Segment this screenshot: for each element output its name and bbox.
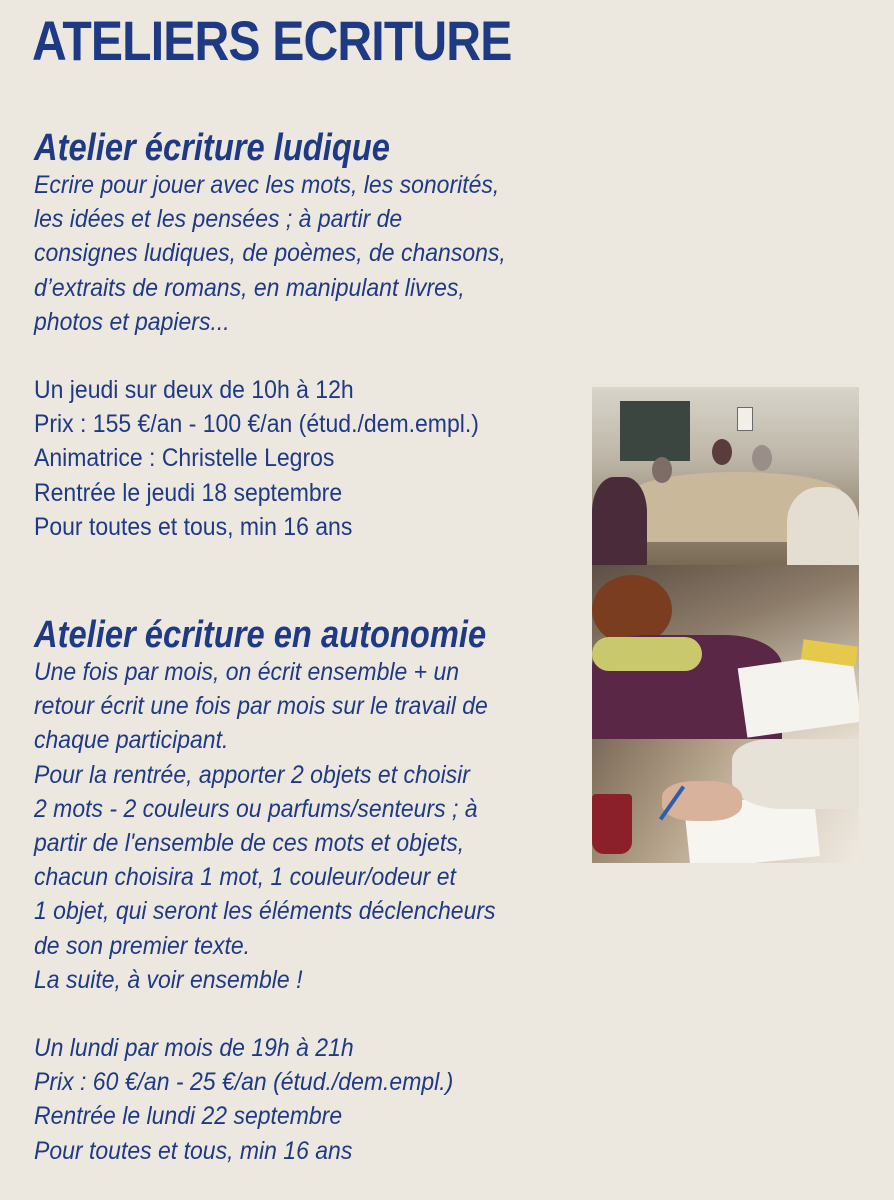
description-line: 1 objet, qui seront les éléments déclencheurs — [34, 897, 496, 926]
section-description — [34, 655, 549, 1168]
description-line: consignes ludiques, de poèmes, de chansons, — [34, 239, 506, 268]
person-shape — [652, 457, 672, 483]
description-line: Ecrire pour jouer avec les mots, les sonorités, — [34, 171, 500, 199]
section-description — [34, 168, 549, 544]
person-shape — [752, 445, 772, 471]
description-line: d’extraits de romans, en manipulant livres, — [34, 273, 465, 302]
section-heading: Atelier écriture en autonomie — [34, 614, 487, 656]
price-line: Prix : 155 €/an - 100 €/an (étud./dem.empl.) — [34, 410, 479, 439]
schedule-line: Un lundi par mois de 19h à 21h — [34, 1034, 354, 1063]
description-line: photos et papiers... — [34, 307, 230, 336]
spacer — [34, 339, 549, 373]
woman-writing-photo — [592, 565, 859, 739]
audience-line: Pour toutes et tous, min 16 ans — [34, 512, 353, 541]
page-title: ATELIERS ECRITURE — [32, 9, 512, 72]
start-date-line: Rentrée le jeudi 18 septembre — [34, 478, 343, 507]
start-date-line: Rentrée le lundi 22 septembre — [34, 1102, 343, 1131]
person-shape — [787, 487, 859, 565]
description-line: les idées et les pensées ; à partir de — [34, 205, 403, 234]
scarf-shape — [592, 637, 702, 671]
section-heading: Atelier écriture ludique — [34, 127, 390, 169]
schedule-line: Un jeudi sur deux de 10h à 12h — [34, 376, 354, 405]
description-line: de son premier texte. — [34, 931, 251, 960]
person-shape — [712, 439, 732, 465]
person-shape — [592, 477, 647, 565]
description-line: retour écrit une fois par mois sur le travail de — [34, 692, 488, 721]
host-line: Animatrice : Christelle Legros — [34, 444, 335, 473]
section-autonomie — [34, 615, 594, 1168]
description-line: Une fois par mois, on écrit ensemble + un — [34, 658, 460, 686]
audience-line: Pour toutes et tous, min 16 ans — [34, 1136, 353, 1165]
photo-collage — [592, 387, 859, 863]
price-line: Prix : 60 €/an - 25 €/an (étud./dem.empl.) — [34, 1068, 454, 1097]
description-line: Pour la rentrée, apporter 2 objets et choisir — [34, 760, 470, 789]
section-ludique — [34, 128, 594, 544]
description-line: partir de l'ensemble de ces mots et objets, — [34, 829, 465, 858]
description-line: La suite, à voir ensemble ! — [34, 965, 303, 994]
red-cup-shape — [592, 794, 632, 854]
description-line: chaque participant. — [34, 726, 229, 755]
group-writing-photo — [592, 387, 859, 565]
hand-writing-photo — [592, 739, 859, 863]
notebook-shape — [738, 652, 859, 737]
wall-frame-shape — [737, 407, 753, 431]
chalkboard-shape — [620, 401, 690, 461]
description-line: chacun choisira 1 mot, 1 couleur/odeur et — [34, 863, 456, 892]
description-line: 2 mots - 2 couleurs ou parfums/senteurs ; à — [34, 794, 478, 823]
sleeve-shape — [732, 739, 859, 809]
spacer — [34, 997, 549, 1031]
